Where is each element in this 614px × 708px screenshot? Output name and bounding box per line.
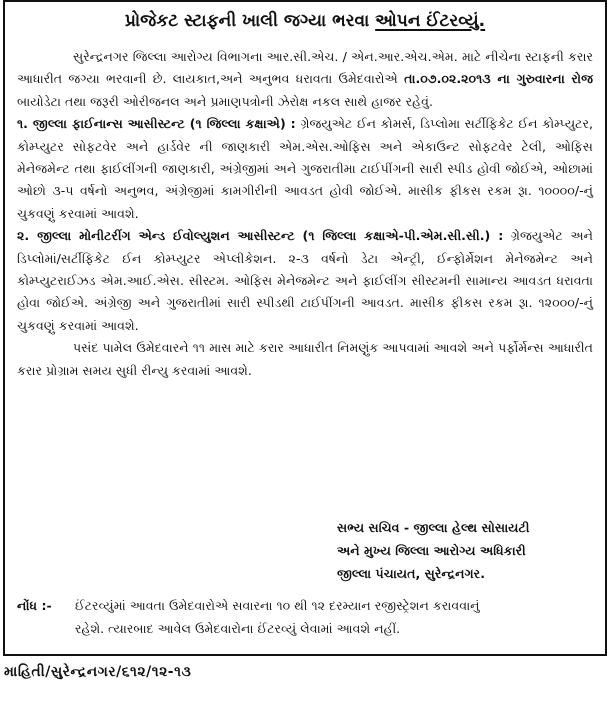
page-title	[125, 11, 485, 31]
post-item-1	[17, 113, 593, 225]
signatory-line-1: સભ્ય સચિવ - જીલ્લા હેલ્થ સોસાયટી	[337, 520, 530, 535]
note-label: નોંધ :-	[17, 598, 52, 613]
post-item-1-title: ૧. જીલ્લા ફાઈનાન્સ આસીસ્ટન્ટ (૧ જિલ્લા કક્ષાએ) :	[17, 116, 296, 132]
signatory-line-3: જીલ્લા પંચાયત, સુરેન્દ્રનગર.	[337, 566, 485, 581]
interview-date: તા.૦૭.૦૨.૨૦૧૩ ના ગુરુવારના રોજ	[404, 71, 593, 87]
post-item-2	[17, 225, 593, 337]
post-item-1-details: ગ્રેજયુએટ ઈન કોમર્સ, ડિપ્લોમા સર્ટીફિકેટ ઈન કોમ્પ્યુટર, કોમ્પ્યુટર સોફટવેર અને હાર્ડવેર ની જાણકારી એમ.એસ.ઓફિસ અને એકાઉન્ટ સોફટવેર ટેલી, ઓફિસ મેનેજમેન્ટ તથા ફાઈલીંગની જાણકારી, અંગ્રેજીમાં અને ગુજરાતીમા ટાઈપીંગની સારી સ્પીડ હોવી જોઈએ, ઓછામાં ઓછો ૩-૫ વર્ષનો અનુભવ, અંગ્રેજીમાં કામગીરીની આવડત હોવી જોઈએ. માસીક ફીકસ રકમ રૂા. ૧૦૦૦૦/-નું ચુકવણું કરવામાં આવશે.	[17, 116, 593, 221]
note-text-2: રહેશે. ત્યારબાદ આવેલ ઉમેદવારોના ઈંટરવ્યું લેવામાં આવશે નહીં.	[75, 621, 401, 636]
advertisement-frame	[3, 0, 607, 656]
title-main: પ્રોજેકટ સ્ટાફની ખાલી જગ્યા ભરવા	[124, 11, 376, 31]
post-item-2-title: ૨. જીલ્લા મોનીટરીંગ એન્ડ ઈવોલ્યુશન આસીસ્ટન્ટ (૧ જિલ્લા કક્ષાએ-પી.એમ.સી.સી.) :	[17, 228, 504, 244]
intro-paragraph	[17, 46, 593, 113]
note-block	[17, 594, 593, 640]
title-underlined: ઓપન ઈંટરવ્યું.	[375, 11, 486, 31]
signature-block	[337, 516, 529, 585]
intro-text-2: બાયોડેટા તથા જરૂરી ઓરીજનલ અને પ્રમાણપત્રોની ઝેરોક્ષ નકલ સાથે હાજર રહેવું.	[17, 93, 433, 109]
post-item-2-details: ગ્રેજયુએટ અને ડિપ્લોમાં/સર્ટીફિકેટ ઈન કોમ્પ્યુટર એપ્લીકેશન. ૨-૩ વર્ષનો ડેટા એન્ટ્રી, ઈન્ફોર્મેશન મેનેજમેન્ટ અને કોમ્પ્યુટરાઈઝડ એમ.આઈ.એસ. સીસ્ટમ. ઓફિસ મેનેજમેન્ટ અને ફાઈલીંગ સીસ્ટમની સામાન્ય આવડત ધરાવતા હોવા જોઈએ. અંગ્રેજી અને ગુજરાતીમાં સારી સ્પીડથી ટાઈપીંગની આવડત. માસીક ફીકસ રકમ રૂા. ૧૨૦૦૦/-નું ચુકવણું કરવામાં આવશે.	[17, 228, 593, 333]
title-block	[5, 6, 605, 38]
note-text-1: ઈંટરવ્યુંમાં આવતા ઉમેદવારોએ સવારના ૧૦ થી ૧૨ દરમ્યાન રજીસ્ટ્રેશન કરાવવાનું	[75, 598, 480, 613]
note-row-1	[17, 594, 593, 617]
signatory-line-2: અને મુખ્ય જિલ્લા આરોગ્ય અધિકારી	[337, 543, 526, 558]
selection-paragraph: પસંદ પામેલ ઉમેદવારને ૧૧ માસ માટે કરાર આધારીત નિમણુંક આપવામાં આવશે અને પર્ફોર્મન્સ આધારીત કરાર પ્રોગ્રામ સમય સુધી રીન્યુ કરવામાં આવશે.	[17, 340, 593, 378]
notice-body	[17, 46, 593, 382]
intro-text-1: સુરેન્દ્રનગર જિલ્લા આરોગ્ય વિભાગના આર.સી.એચ. / એન.આર.એચ.એમ. માટે નીચેના સ્ટાફની કરાર આધારીત જગ્યા ભરવાની છે. લાયકાત,અને અનુભવ ધરાવતા ઉમેદવારોએ	[17, 49, 593, 87]
footer-reference: માહિતી/સુરેન્દ્રનગર/૬૧૨/૧૨-૧૩	[4, 664, 192, 680]
